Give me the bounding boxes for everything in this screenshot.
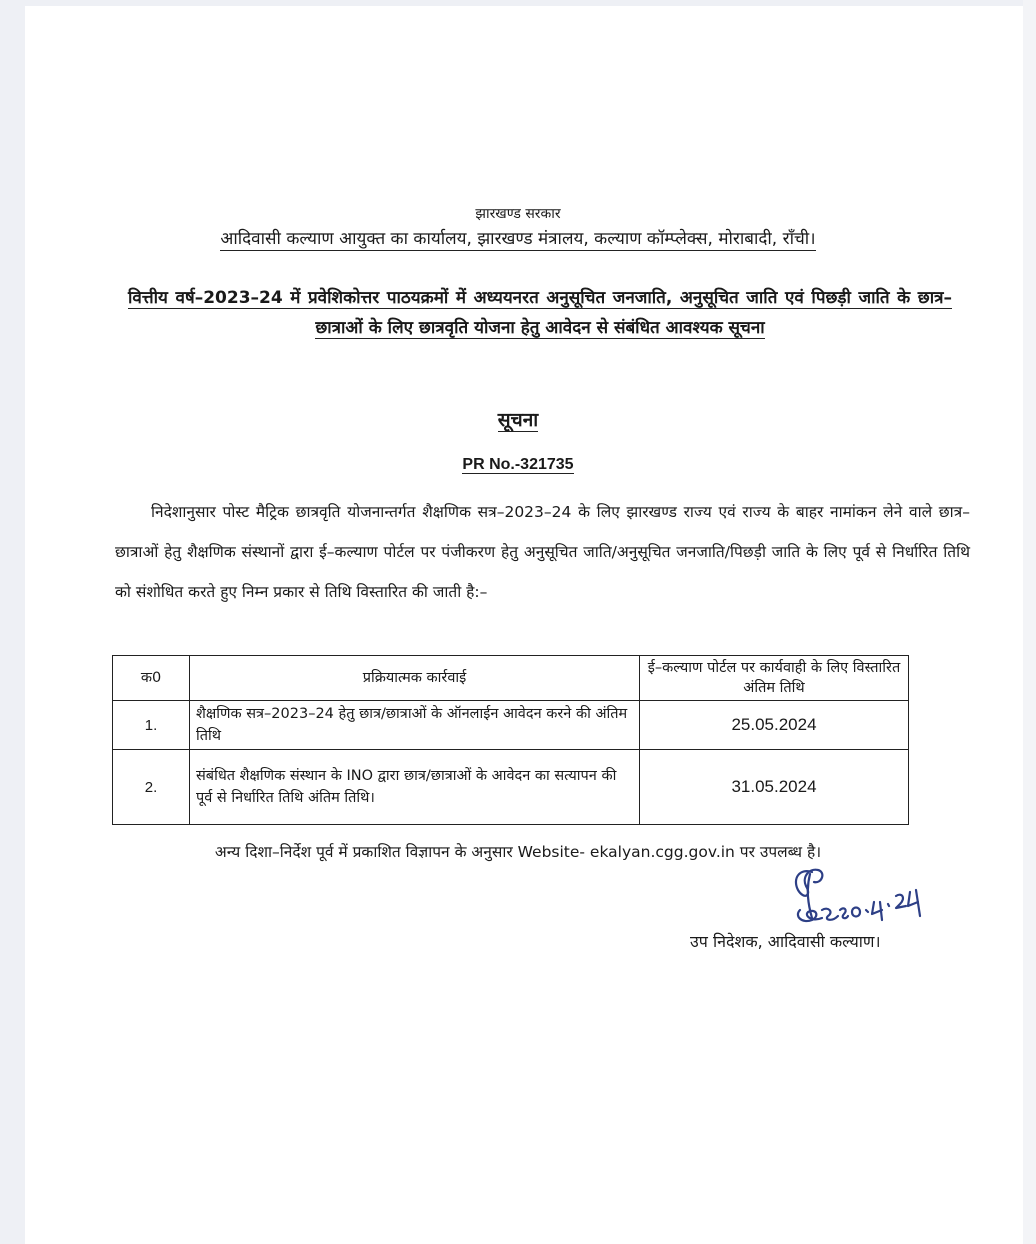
handwritten-signature: [782, 860, 932, 930]
office-address: आदिवासी कल्याण आयुक्त का कार्यालय, झारखण्ड मंत्रालय, कल्याण कॉम्प्लेक्स, मोराबादी, राँची।: [220, 229, 816, 249]
government-name: झारखण्ड सरकार: [475, 206, 561, 222]
row-action: शैक्षणिक सत्र–2023–24 हेतु छात्र/छात्राओं के ऑनलाईन आवेदन करने की अंतिम तिथि: [190, 701, 640, 750]
header-date: ई–कल्याण पोर्टल पर कार्यवाही के लिए विस्तारित अंतिम तिथि: [640, 656, 909, 701]
row-serial: 2.: [113, 750, 190, 825]
row-serial: 1.: [113, 701, 190, 750]
table-row: [113, 750, 909, 825]
table-row: [113, 701, 909, 750]
notice-paragraph: निदेशानुसार पोस्ट मैट्रिक छात्रवृति योजनान्तर्गत शैक्षणिक सत्र–2023–24 के लिए झारखण्ड राज्य एवं राज्य के बाहर नामांकन लेने वाले छात्र–छात्राओं हेतु शैक्षणिक संस्थानों द्वारा ई–कल्याण पोर्टल पर पंजीकरण हेतु अनुसूचित जाति/अनुसूचित जनजाति/पिछड़ी जाति के लिए पूर्व से निर्धारित तिथि को संशोधित करते हुए निम्न प्रकार से तिथि विस्तारित की जाती है:–: [115, 503, 970, 601]
row-date: 31.05.2024: [640, 750, 909, 825]
notice-subject: वित्तीय वर्ष–2023–24 में प्रवेशिकोत्तर पाठयक्रमों में अध्ययनरत अनुसूचित जनजाति, अनुसूचित जाति एवं पिछड़ी जाति के छात्र–छात्राओं के लिए छात्रवृति योजना हेतु आवेदन से संबंधित आवश्यक सूचना: [128, 288, 952, 338]
viewer-edge: [1023, 0, 1036, 1244]
footer-note: अन्य दिशा–निर्देश पूर्व में प्रकाशित विज्ञापन के अनुसार Website- ekalyan.cgg.gov.in पर उपलब्ध है।: [214, 843, 822, 861]
header-serial: क0: [113, 656, 190, 701]
row-date: 25.05.2024: [640, 701, 909, 750]
notice-heading: सूचना: [497, 409, 539, 431]
signatory-designation: उप निदेशक, आदिवासी कल्याण।: [690, 932, 881, 951]
document-page: [25, 6, 1023, 1244]
pr-number: PR No.-321735: [462, 456, 574, 473]
header-action: प्रक्रियात्मक कार्रवाई: [190, 656, 640, 701]
table-header-row: [113, 656, 909, 701]
dates-table: [112, 655, 909, 825]
row-action: संबंधित शैक्षणिक संस्थान के INO द्वारा छात्र/छात्राओं के आवेदन का सत्यापन की पूर्व से निर्धारित तिथि अंतिम तिथि।: [190, 750, 640, 825]
